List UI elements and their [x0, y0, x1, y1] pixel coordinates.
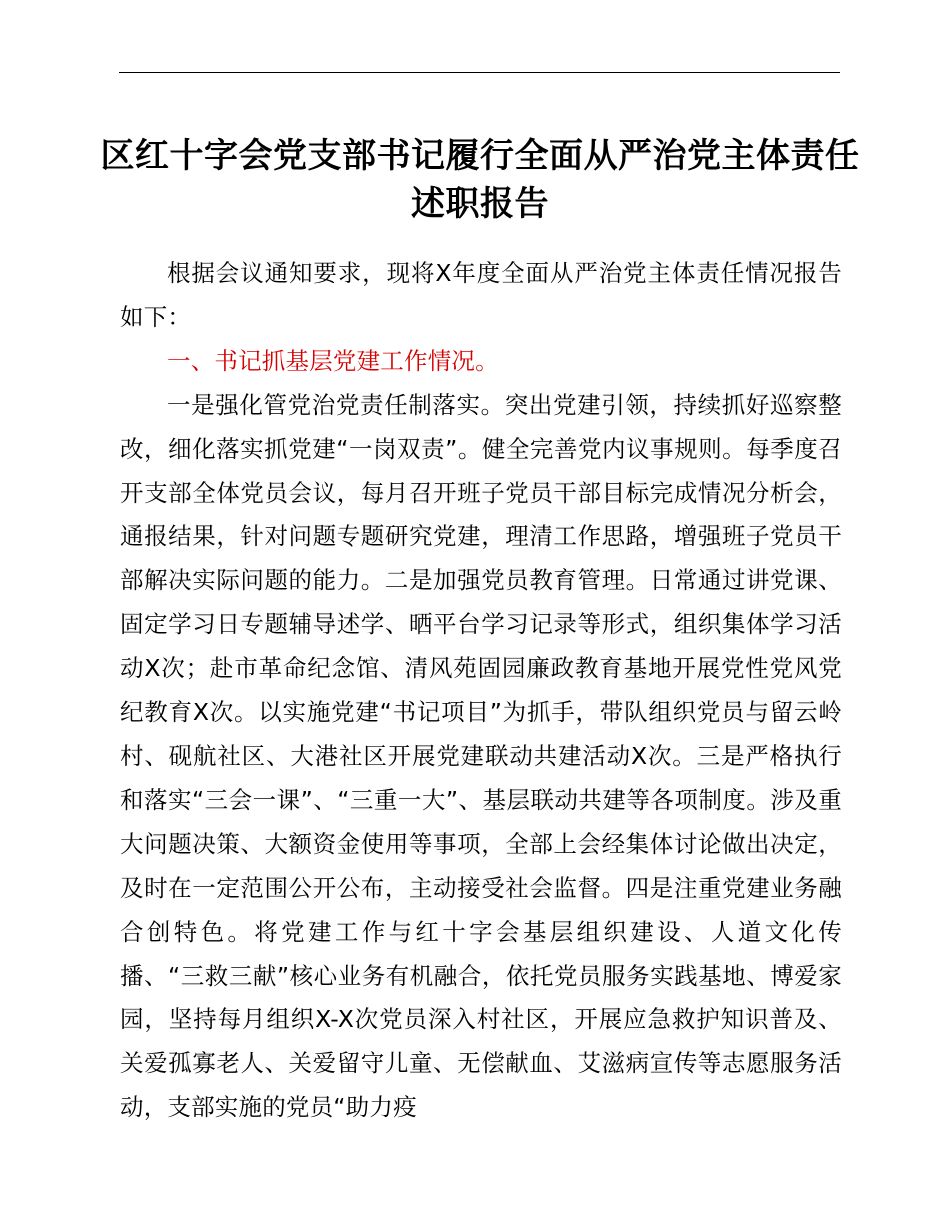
section-heading: 一、书记抓基层党建工作情况。 — [167, 346, 499, 375]
top-rule — [119, 72, 840, 73]
section-paragraph: 一是强化管党治党责任制落实。突出党建引领，持续抓好巡察整改，细化落实抓党建“一岗双责”。健全完善党内议事规则。每季度召开支部全体党员会议，每月召开班子党员干部目标完成情况分析会，通报结果，针对问题专题研究党建，理清工作思路，增强班子党员干部解决实际问题的能力。二是加强党员教育管理。日常通过讲党课、固定学习日专题辅导述学、晒平台学习记录等形式，组织集体学习活动X次；赴市革命纪念馆、清风苑固园廉政教育基地开展党性党风党纪教育X次。以实施党建“书记项目”为抓手，带队组织党员与留云岭村、砚航社区、大港社区开展党建联动共建活动X次。三是严格执行和落实“三会一课”、“三重一大”、基层联动共建等各项制度。涉及重大问题决策、大额资金使用等事项，全部上会经集体讨论做出决定，及时在一定范围公开公布，主动接受社会监督。四是注重党建业务融合创特色。将党建工作与红十字会基层组织建设、人道文化传播、“三救三献”核心业务有机融合，依托党员服务实践基地、博爱家园，坚持每月组织X-X次党员深入村社区，开展应急救护知识普及、关爱孤寡老人、关爱留守儿童、无偿献血、艾滋病宣传等志愿服务活动，支部实施的党员“助力疫 — [120, 390, 842, 1122]
document-body — [120, 252, 842, 1130]
intro-paragraph: 根据会议通知要求，现将X年度全面从严治党主体责任情况报告如下： — [120, 259, 842, 331]
document-title: 区红十字会党支部书记履行全面从严治党主体责任述职报告 — [100, 136, 860, 224]
